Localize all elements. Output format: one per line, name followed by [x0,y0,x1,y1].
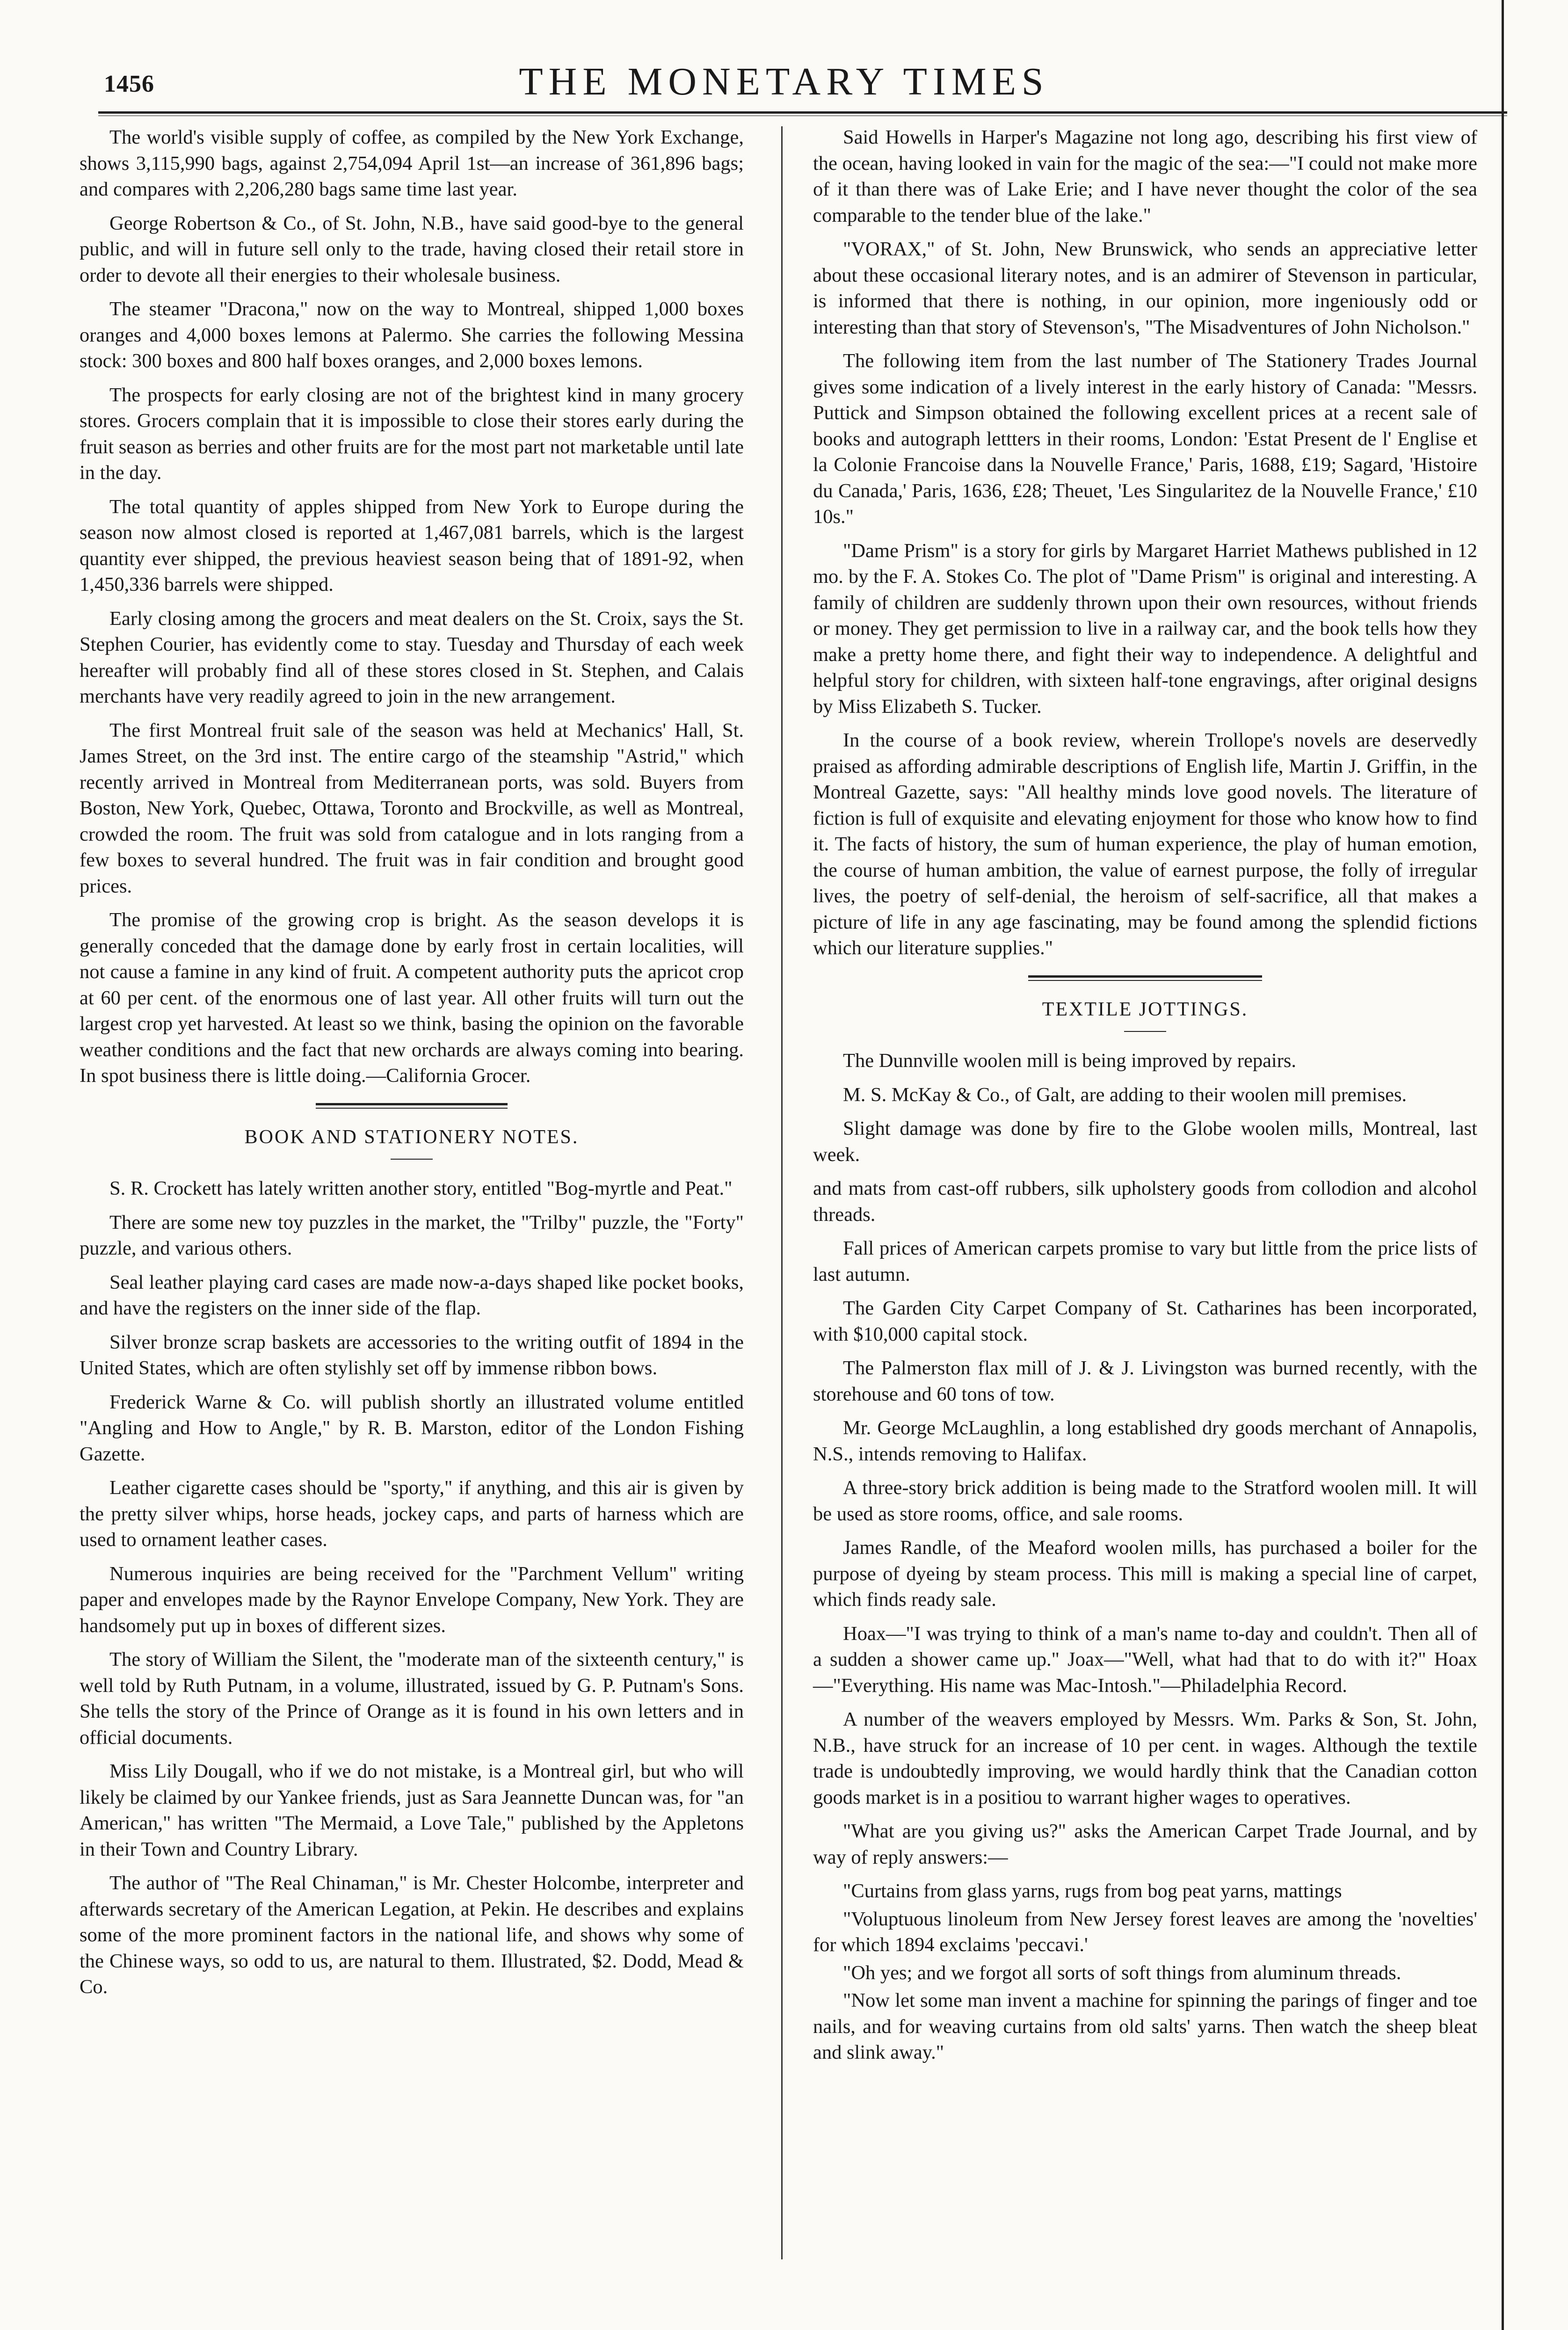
note-paragraph: Seal leather playing card cases are made now-a-days shaped like pocket books, and have the registers on the inner side of the flap. [80,1271,744,1319]
article-paragraph: Early closing among the grocers and meat dealers on the St. Croix, says the St. Stephen Courier, has evidently come to stay. Tuesday and Thursday of each week hereafter will probably find all of these stores closed in St. Stephen, and Calais merchants have very readily agreed to join in the new arrangement. [80,607,744,707]
jotting-paragraph: "Curtains from glass yarns, rugs from bog peat yarns, mattings [843,1880,1342,1902]
jotting-paragraph: Fall prices of American carpets promise to vary but little from the price lists of last autumn. [813,1237,1477,1285]
section-heading-book-notes: BOOK AND STATIONERY NOTES. [244,1126,579,1148]
note-paragraph: The story of William the Silent, the "moderate man of the sixteenth century," is well told by Ruth Putnam, in a volume, illustrated, issued by G. P. Putnam's Sons. She tells the story of the Prince of Orange as it is found in his own letters and in official documents. [80,1648,744,1749]
jotting-paragraph: "Oh yes; and we forgot all sorts of soft things from aluminum threads. [843,1961,1401,1984]
section-divider [316,1103,508,1109]
jotting-paragraph: Mr. George McLaughlin, a long established dry goods merchant of Annapolis, N.S., intends removing to Halifax. [813,1417,1477,1465]
note-paragraph: S. R. Crockett has lately written another story, entitled "Bog-myrtle and Peat." [109,1177,733,1199]
article-paragraph: In the course of a book review, wherein Trollope's novels are deservedly praised as affording admirable descriptions of English life, Martin J. Griffin, in the Montreal Gazette, says: "All healthy minds love good novels. The literature of fiction is full of exquisite and elevating enjoyment for those who know how to find it. The facts of history, the sum of human experience, the play of human emotion, the course of human ambition, the value of earnest purpose, the folly of irregular lives, the poetry of self-denial, the heroism of self-sacrifice, all that makes a picture of life in any age fascinating, may be found among the splendid fictions which our literature supplies." [813,729,1477,959]
article-paragraph: "Dame Prism" is a story for girls by Margaret Harriet Mathews published in 12 mo. by the F. A. Stokes Co. The plot of "Dame Prism" is original and interesting. A family of children are suddenly thrown upon their own resources, without friends or money. They get permission to live in a railway car, and the book tells how they make a pretty home there, and fight their way to independence. A delightful and helpful story for children, with sixteen half-tone engravings, after original designs by Miss Elizabeth S. Tucker. [813,539,1477,718]
jotting-paragraph: A number of the weavers employed by Messrs. Wm. Parks & Son, St. John, N.B., have struck for an increase of 10 per cent. in wages. Although the textile trade is undoubtedly improving, we would hardly think that the Canadian cotton goods market is in a positiou to warrant higher wages to operatives. [813,1708,1477,1808]
masthead-title: THE MONETARY TIMES [519,60,1049,103]
article-paragraph: Said Howells in Harper's Magazine not long ago, describing his first view of the ocean, having looked in vain for the magic of the sea:—"I could not make more of it than there was of Lake Erie; and I have never thought the color of the sea comparable to the tender blue of the lake." [813,126,1477,226]
jotting-paragraph: The Dunnville woolen mill is being improved by repairs. [843,1050,1297,1072]
margin-rule [1502,0,1504,2330]
note-paragraph: There are some new toy puzzles in the market, the "Trilby" puzzle, the "Forty" puzzle, and various others. [80,1211,744,1259]
article-paragraph: The promise of the growing crop is bright. As the season develops it is generally conceded that the damage done by early frost in certain localities, will not cause a famine in any kind of fruit. A competent authority puts the apricot crop at 60 per cent. of the enormous one of last year. All other fruits will turn out the largest crop yet harvested. At least so we think, basing the opinion on the favorable weather conditions and the fact that new orchards are always coming into bearing. In spot business there is little doing.—California Grocer. [80,909,744,1087]
article-paragraph: The steamer "Dracona," now on the way to Montreal, shipped 1,000 boxes oranges and 4,000 boxes lemons at Palermo. She carries the following Messina stock: 300 boxes and 800 half boxes oranges, and 2,000 boxes lemons. [80,298,744,372]
heading-rule [391,1159,433,1160]
article-paragraph: The following item from the last number of The Stationery Trades Journal gives some indication of a lively interest in the early history of Canada: "Messrs. Puttick and Simpson obtained the following excellent prices at a recent sale of books and autograph lettters in their rooms, London: 'Estat Present de l' Englise et la Colonie Francoise dans la Nouvelle France,' Paris, 1688, £19; Sagard, 'Histoire du Canada,' Paris, 1636, £28; Theuet, 'Les Singularitez de la Nouvelle France,' £10 10s." [813,350,1477,528]
article-paragraph: George Robertson & Co., of St. John, N.B., have said good-bye to the general public, and will in future sell only to the trade, having closed their retail store in order to devote all their energies to their wholesale business. [80,212,744,286]
section-divider [1028,975,1262,981]
jotting-paragraph: Slight damage was done by fire to the Globe woolen mills, Montreal, last week. [813,1118,1477,1166]
heading-rule [1124,1031,1166,1032]
jotting-paragraph: Hoax—"I was trying to think of a man's name to-day and couldn't. Then all of a sudden a shower came up." Joax—"Well, what had that to do with it?" Hoax—"Everything. His name was Mac-Intosh."—Philadelphia Record. [813,1622,1477,1697]
jotting-paragraph: "What are you giving us?" asks the American Carpet Trade Journal, and by way of reply answers:— [813,1820,1477,1868]
article-paragraph: The prospects for early closing are not of the brightest kind in many grocery stores. Grocers complain that it is impossible to close their stores early during the fruit season as berries and other fruits are for the most part not marketable until late in the day. [80,384,744,484]
note-paragraph: Numerous inquiries are being received for the "Parchment Vellum" writing paper and envelopes made by the Raynor Envelope Company, New York. They are handsomely put up in boxes of different sizes. [80,1562,744,1637]
jotting-paragraph: The Garden City Carpet Company of St. Catharines has been incorporated, with $10,000 capital stock. [813,1297,1477,1345]
note-paragraph: Silver bronze scrap baskets are accessories to the writing outfit of 1894 in the United States, which are often stylishly set off by immense ribbon bows. [80,1331,744,1379]
page-number: 1456 [104,71,154,97]
note-paragraph: Miss Lily Dougall, who if we do not mistake, is a Montreal girl, but who will likely be claimed by our Yankee friends, just as Sara Jeannette Duncan was, for "an American," has written "The Mermaid, a Love Tale," published by the Appletons in their Town and Country Library. [80,1760,744,1860]
jotting-paragraph: "Now let some man invent a machine for spinning the parings of finger and toe nails, and for weaving curtains from old salts' yarns. Then watch the sheep bleat and slink away." [813,1989,1477,2063]
jotting-paragraph: M. S. McKay & Co., of Galt, are adding to their woolen mill premises. [843,1083,1407,1106]
note-paragraph: Leather cigarette cases should be "sporty," if anything, and this air is given by the pretty silver whips, horse heads, jockey caps, and parts of harness which are used to ornament leather cases. [80,1477,744,1551]
article-paragraph: "VORAX," of St. John, New Brunswick, who sends an appreciative letter about these occasional literary notes, and is an admirer of Stevenson in particular, is informed that there is nothing, in our opinion, more ingeniously odd or interesting than that story of Stevenson's, "The Misadventures of John Nicholson." [813,238,1477,338]
note-paragraph: Frederick Warne & Co. will publish shortly an illustrated volume entitled "Angling and How to Angle," by R. B. Marston, editor of the London Fishing Gazette. [80,1391,744,1465]
right-column [813,124,1477,2074]
section-heading-textile-jottings: TEXTILE JOTTINGS. [1042,998,1249,1020]
article-paragraph: The total quantity of apples shipped from New York to Europe during the season now almost closed is reported at 1,467,081 barrels, which is the largest quantity ever shipped, the previous heaviest season being that of 1891-92, when 1,450,336 barrels were shipped. [80,495,744,595]
left-column [80,124,744,2008]
header-rule [98,111,1507,116]
note-paragraph: The author of "The Real Chinaman," is Mr. Chester Holcombe, interpreter and afterwards secretary of the American Legation, at Pekin. He describes and explains some of the more prominent factors in the national life, and shows why some of the Chinese ways, so odd to us, are natural to them. Illustrated, $2. Dodd, Mead & Co. [80,1872,744,1998]
jotting-paragraph: and mats from cast-off rubbers, silk upholstery goods from collodion and alcohol threads. [813,1177,1477,1226]
jotting-paragraph: A three-story brick addition is being made to the Stratford woolen mill. It will be used as store rooms, office, and sale rooms. [813,1477,1477,1525]
page-header [0,0,1568,108]
article-paragraph: The first Montreal fruit sale of the season was held at Mechanics' Hall, St. James Street, on the 3rd inst. The entire cargo of the steamship "Astrid," which recently arrived in Montreal from Mediterranean ports, was sold. Buyers from Boston, New York, Quebec, Ottawa, Toronto and Brockville, as well as Montreal, crowded the room. The fruit was sold from catalogue and in lots ranging from a few boxes to several hundred. The fruit was in fair condition and brought good prices. [80,719,744,897]
article-paragraph: The world's visible supply of coffee, as compiled by the New York Exchange, shows 3,115,990 bags, against 2,754,094 April 1st—an increase of 361,896 bags; and compares with 2,206,280 bags same time last year. [80,126,744,200]
jotting-paragraph: The Palmerston flax mill of J. & J. Livingston was burned recently, with the storehouse and 60 tons of tow. [813,1357,1477,1405]
column-divider [781,126,783,2259]
jotting-paragraph: James Randle, of the Meaford woolen mills, has purchased a boiler for the purpose of dyeing by steam process. This mill is making a special line of carpet, which finds ready sale. [813,1537,1477,1611]
jotting-paragraph: "Voluptuous linoleum from New Jersey forest leaves are among the 'novelties' for which 1894 exclaims 'peccavi.' [813,1908,1477,1956]
